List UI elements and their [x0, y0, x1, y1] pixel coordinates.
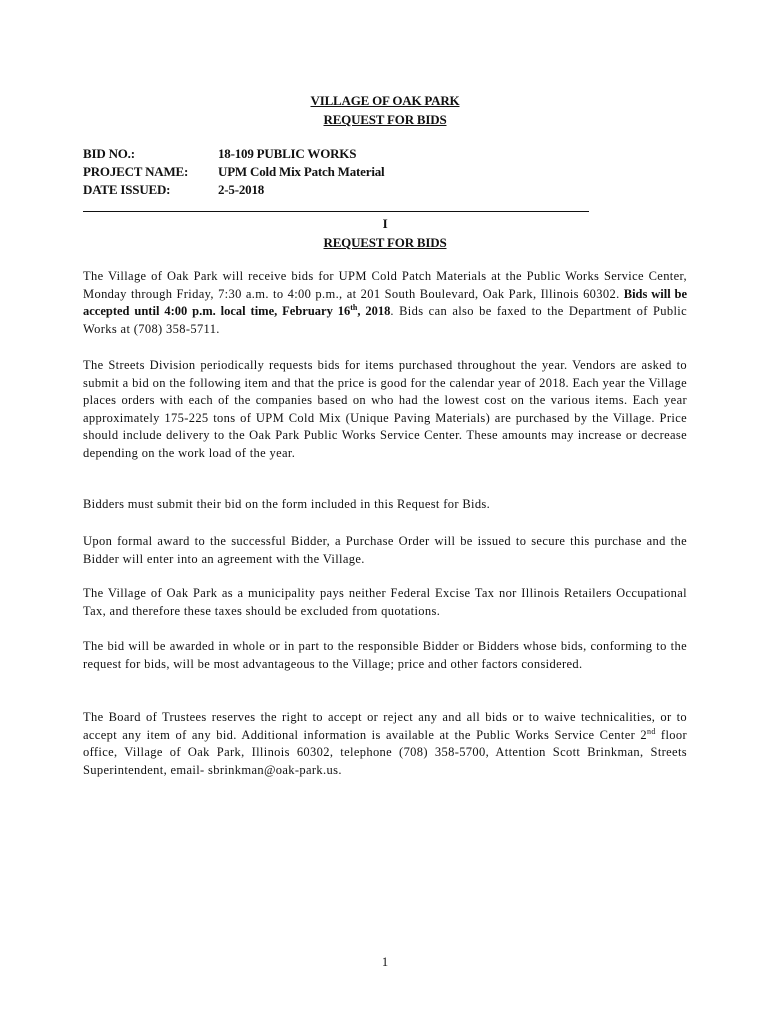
paragraph-tax-exemption: The Village of Oak Park as a municipality pays neither Federal Excise Tax nor Illinois Retailers Occupational Tax, and therefore these taxes should be excluded from quotations. — [83, 586, 687, 618]
paragraph-receipt-of-bids — [83, 268, 687, 338]
paragraph-award-criteria: The bid will be awarded in whole or in part to the responsible Bidder or Bidders whose bids, conforming to the request for bids, will be most advantageous to the Village; price and other factors considered. — [83, 639, 687, 671]
header-divider — [83, 211, 589, 212]
date-issued-value: 2-5-2018 — [218, 182, 265, 197]
project-name-value: UPM Cold Mix Patch Material — [218, 164, 385, 179]
page-number: 1 — [381, 955, 389, 969]
p7-text-end: floor office, Village of Oak Park, Illinois 60302, telephone (708) 358-5700, Attention Scott Brinkman, Streets Superintendent, email- sbrinkman@oak-park.us. — [83, 727, 687, 777]
bid-no-row — [83, 146, 356, 162]
org-heading: VILLAGE OF OAK PARK — [310, 93, 460, 108]
project-name-label: PROJECT NAME: — [83, 164, 189, 179]
section-number: I — [382, 216, 388, 231]
date-issued-row — [83, 182, 264, 198]
bid-deadline-ordinal: th — [350, 302, 358, 312]
paragraph-award: Upon formal award to the successful Bidder, a Purchase Order will be issued to secure this purchase and the Bidder will enter into an agreement with the Village. — [83, 534, 687, 566]
bid-deadline-year: , 2018 — [357, 304, 391, 318]
paragraph-board-of-trustees — [83, 709, 687, 779]
floor-ordinal: nd — [646, 726, 656, 736]
paragraph-streets-division: The Streets Division periodically requests bids for items purchased throughout the year. Vendors are asked to submit a bid on the following item and that the price is good for the calendar year of 2018. Each year the Village places orders with each of the companies based on who had the lowest cost on the various items. Each year approximately 175-225 tons of UPM Cold Mix (Unique Paving Materials) are purchased by the Village. Price should include delivery to the Oak Park Public Works Service Center. These amounts may increase or decrease depending on the work load of the year. — [83, 358, 687, 460]
p1-text-start: The Village of Oak Park will receive bids for UPM Cold Patch Materials at the Public Works Service Center, Monday through Friday, 7:30 a.m. to 4:00 p.m., at 201 South Boulevard, Oak Park, Illinois 60302. — [83, 269, 687, 301]
bid-no-value: 18-109 PUBLIC WORKS — [218, 146, 357, 161]
bid-no-label: BID NO.: — [83, 146, 135, 161]
section-title: REQUEST FOR BIDS — [323, 235, 447, 250]
p7-text-start: The Board of Trustees reserves the right to accept or reject any and all bids or to waive technicalities, or to accept any item of any bid. Additional information is available at the Public Works Service Center 2 — [83, 710, 687, 742]
date-issued-label: DATE ISSUED: — [83, 182, 171, 197]
project-name-row — [83, 164, 384, 180]
p1-text-end: . Bids can also be faxed to the Department of Public Works at (708) 358-5711. — [83, 304, 688, 336]
bid-deadline-text: Bids will be accepted until 4:00 p.m. local time, February 16 — [83, 286, 688, 318]
doc-type-heading: REQUEST FOR BIDS — [323, 112, 447, 127]
paragraph-bid-form: Bidders must submit their bid on the form included in this Request for Bids. — [83, 497, 491, 511]
